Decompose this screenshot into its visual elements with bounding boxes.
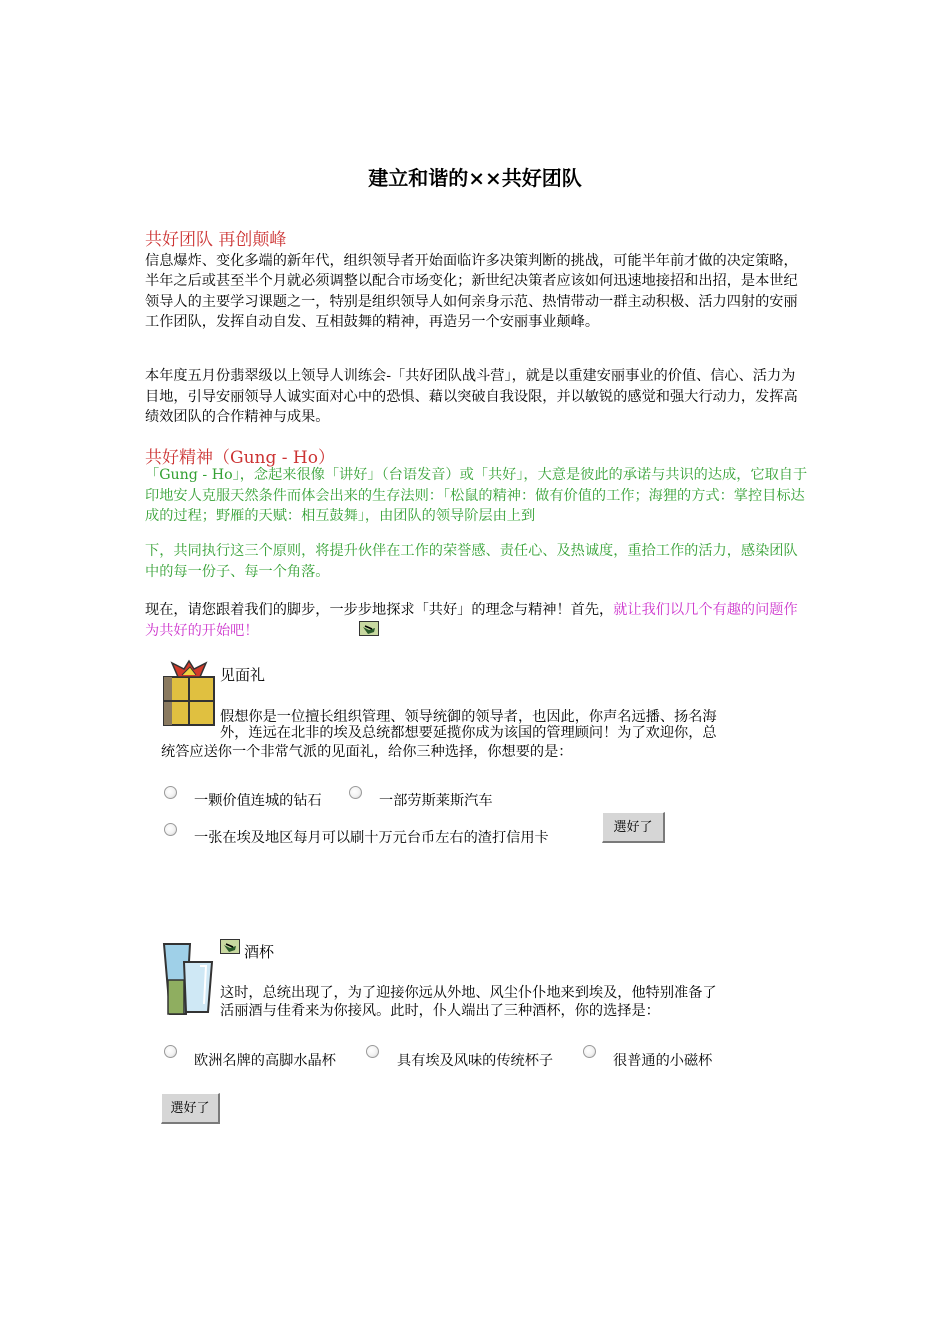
radio-option-crystal-glass[interactable] (164, 1045, 177, 1058)
paragraph: 下，共同执行这三个原则，将提升伙伴在工作的荣誉感、责任心、及热诚度，重拾工作的活力，感染团队中的每一份子、每一个角落。 (145, 543, 798, 580)
intro-text: 现在，请您跟着我们的脚步，一步步地探求「共好」的理念与精神！首先， (145, 602, 614, 618)
section-heading: 共好精神（Gung - Ho） (145, 448, 335, 468)
radio-option-credit-card[interactable] (164, 823, 177, 836)
question-line: 活丽酒与佳肴来为你接风。此时，仆人端出了三种酒杯，你的选择是： (220, 1003, 660, 1019)
submit-button[interactable]: 選好了 (602, 812, 665, 843)
section-gonghao-team (145, 230, 805, 333)
question-line: 外，连远在北非的埃及总统都想要延揽你成为该国的管理顾问！为了欢迎你，总 (220, 725, 717, 741)
option-label: 欧洲名牌的高脚水晶杯 (194, 1053, 336, 1069)
option-label: 一张在埃及地区每月可以刷十万元台币左右的渣打信用卡 (194, 830, 549, 846)
radio-option-porcelain-cup[interactable] (583, 1045, 596, 1058)
option-label: 一颗价值连城的钻石 (194, 793, 322, 809)
drinking-glasses-icon (160, 940, 220, 1016)
page-title: 建立和谐的××共好团队 (368, 166, 582, 190)
radio-option-rolls-royce[interactable] (349, 786, 362, 799)
section-heading: 共好团队 再创颠峰 (145, 230, 287, 250)
option-label: 具有埃及风味的传统杯子 (397, 1053, 554, 1069)
submit-button[interactable]: 選好了 (161, 1093, 220, 1124)
question-line: 这时，总统出现了，为了迎接你远从外地、风尘仆仆地来到埃及，他特别准备了 (220, 985, 717, 1001)
option-label: 一部劳斯莱斯汽车 (379, 793, 493, 809)
gift-box-icon (160, 659, 220, 727)
radio-option-diamond[interactable] (164, 786, 177, 799)
paragraph: 信息爆炸、变化多端的新年代，组织领导者开始面临许多决策判断的挑战，可能半年前才做的决定策略，半年之后或甚至半个月就必须调整以配合市场变化；新世纪决策者应该如何迅速地接招和出招，是本世纪领导人的主要学习课题之一，特别是组织领导人如何亲身示范、热情带动一群主动积极、活力四射的安丽工作团队，发挥自动自发、互相鼓舞的精神，再造另一个安丽事业颠峰。 (145, 252, 798, 330)
question-line: 统答应送你一个非常气派的见面礼，给你三种选择，你想要的是： (161, 744, 573, 760)
intro-link-text[interactable]: 就让我们以几个有趣的问题作为共好的开始吧！ (145, 602, 798, 639)
question-line: 假想你是一位擅长组织管理、领导统御的领导者，也因此，你声名远播、扬名海 (220, 709, 717, 725)
intro-paragraph (145, 600, 805, 641)
paragraph: 「Gung - Ho」，念起来很像「讲好」（台语发音）或「共好」，大意是彼此的承诺与共识的达成，它取自于印地安人克服天然条件而体会出来的生存法则：「松鼠的精神：做有价值的工作；海狸的方式：掌控目标达成的过程；野雁的天赋：相互鼓舞」，由团队的领导阶层由上到 (145, 467, 808, 524)
radio-option-egyptian-cup[interactable] (366, 1045, 379, 1058)
question-title: 酒杯 (244, 943, 275, 961)
option-label: 很普通的小磁杯 (613, 1053, 713, 1069)
question-title: 见面礼 (220, 666, 266, 684)
pointer-hand-icon[interactable] (359, 621, 379, 636)
paragraph: 本年度五月份翡翠级以上领导人训练会-「共好团队战斗营」，就是以重建安丽事业的价值、信心、活力为目地，引导安丽领导人诚实面对心中的恐惧、藉以突破自我设限，并以敏锐的感觉和强大行动力，发挥高绩效团队的合作精神与成果。 (145, 368, 798, 425)
pointer-hand-icon[interactable] (220, 939, 240, 954)
